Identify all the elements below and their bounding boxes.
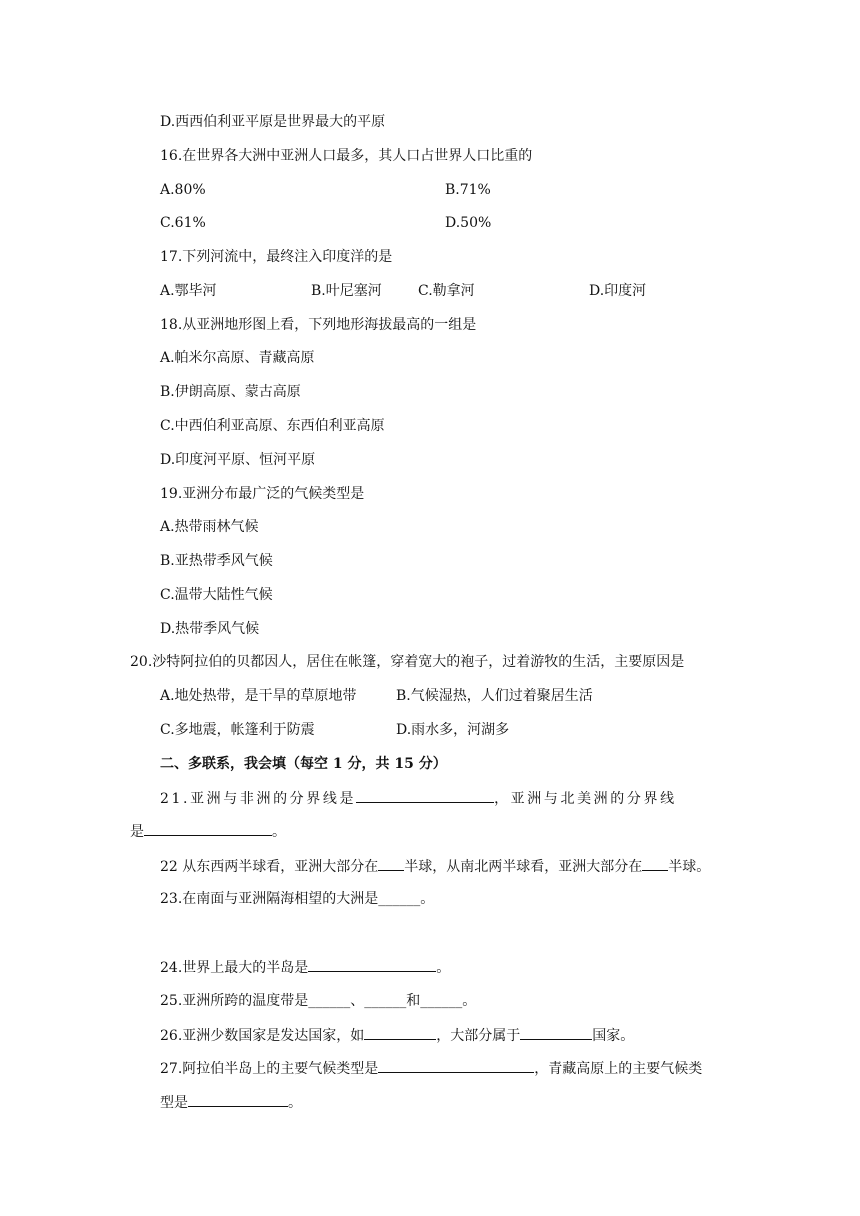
q16-option-b: B.71%	[445, 182, 491, 198]
q19-option-d: D.热带季风气候	[160, 621, 260, 637]
q21-part-3: 是	[130, 824, 144, 840]
q17-option-c: C.勒拿河	[418, 283, 475, 299]
q27-line-2	[160, 1092, 302, 1113]
q18-stem: 18.从亚洲地形图上看，下列地形海拔最高的一组是	[160, 317, 477, 333]
q17-option-b: B.叶尼塞河	[311, 283, 382, 299]
q18-option-c: C.中西伯利亚高原、东西伯利亚高原	[160, 418, 385, 434]
q19-option-a: A.热带雨林气候	[160, 519, 259, 535]
q24-part-2: 。	[436, 960, 451, 976]
q17-option-d: D.印度河	[589, 283, 647, 299]
q21-part-4: 。	[272, 824, 286, 840]
q26-line	[160, 1025, 634, 1046]
q26-blank-1[interactable]	[364, 1025, 436, 1040]
q24-blank[interactable]	[308, 957, 436, 972]
q26-part-2: ，大部分属于	[436, 1028, 521, 1044]
q18-option-d: D.印度河平原、恒河平原	[160, 452, 316, 468]
q18-option-a: A.帕米尔高原、青藏高原	[160, 350, 315, 366]
q19-option-b: B.亚热带季风气候	[160, 553, 273, 569]
q27-line-1	[160, 1058, 702, 1079]
q20-option-c: C.多地震，帐篷利于防震	[160, 722, 315, 738]
q21-blank-1[interactable]	[356, 788, 494, 803]
q22-blank-2[interactable]	[642, 856, 668, 871]
q18-option-b: B.伊朗高原、蒙古高原	[160, 384, 301, 400]
q17-option-a: A.鄂毕河	[160, 283, 217, 299]
q22-part-1: 22 从东西两半球看，亚洲大部分在	[160, 859, 379, 875]
section-2-heading: 二、多联系，我会填（每空 1 分，共 15 分）	[160, 756, 447, 772]
q24-part-1: 24.世界上最大的半岛是	[160, 960, 309, 976]
q22-line	[160, 856, 710, 877]
q27-part-1: 27.阿拉伯半岛上的主要气候类型是	[160, 1061, 379, 1077]
q26-part-1: 26.亚洲少数国家是发达国家，如	[160, 1028, 365, 1044]
q16-option-c: C.61%	[160, 215, 206, 231]
q22-part-3: 半球。	[668, 859, 711, 875]
q26-part-3: 国家。	[592, 1028, 635, 1044]
q20-option-d: D.雨水多，河湖多	[396, 722, 510, 738]
q26-blank-2[interactable]	[520, 1025, 592, 1040]
q27-part-3: 型是	[160, 1095, 188, 1111]
q19-stem: 19.亚洲分布最广泛的气候类型是	[160, 486, 365, 502]
q21-blank-2[interactable]	[144, 821, 272, 836]
q27-part-2: ，青藏高原上的主要气候类	[534, 1061, 703, 1077]
q19-option-c: C.温带大陆性气候	[160, 587, 273, 603]
q27-part-4: 。	[288, 1095, 302, 1111]
q24-line	[160, 957, 450, 978]
q16-option-d: D.50%	[445, 215, 492, 231]
q21-line-1	[160, 788, 677, 809]
q15-option-d: D.西西伯利亚平原是世界最大的平原	[160, 114, 386, 130]
q20-stem: 20.沙特阿拉伯的贝都因人，居住在帐篷，穿着宽大的袍子，过着游牧的生活，主要原因是	[130, 654, 685, 670]
q25-text: 25.亚洲所跨的温度带是______、______和______。	[160, 993, 477, 1009]
q20-option-a: A.地处热带，是干旱的草原地带	[160, 688, 357, 704]
q21-part-2: ，亚洲与北美洲的分界线	[494, 791, 677, 807]
q27-blank-1[interactable]	[378, 1058, 534, 1073]
q16-stem: 16.在世界各大洲中亚洲人口最多，其人口占世界人口比重的	[160, 148, 533, 164]
q21-part-1: 21.亚洲与非洲的分界线是	[160, 791, 357, 807]
q23-text: 23.在南面与亚洲隔海相望的大洲是______。	[160, 891, 435, 907]
q17-stem: 17.下列河流中，最终注入印度洋的是	[160, 249, 393, 265]
q22-blank-1[interactable]	[378, 856, 404, 871]
q27-blank-2[interactable]	[188, 1092, 288, 1107]
q16-option-a: A.80%	[160, 182, 206, 198]
q21-line-2	[130, 821, 286, 842]
q22-part-2: 半球，从南北两半球看，亚洲大部分在	[404, 859, 643, 875]
q20-option-b: B.气候湿热，人们过着聚居生活	[396, 688, 593, 704]
